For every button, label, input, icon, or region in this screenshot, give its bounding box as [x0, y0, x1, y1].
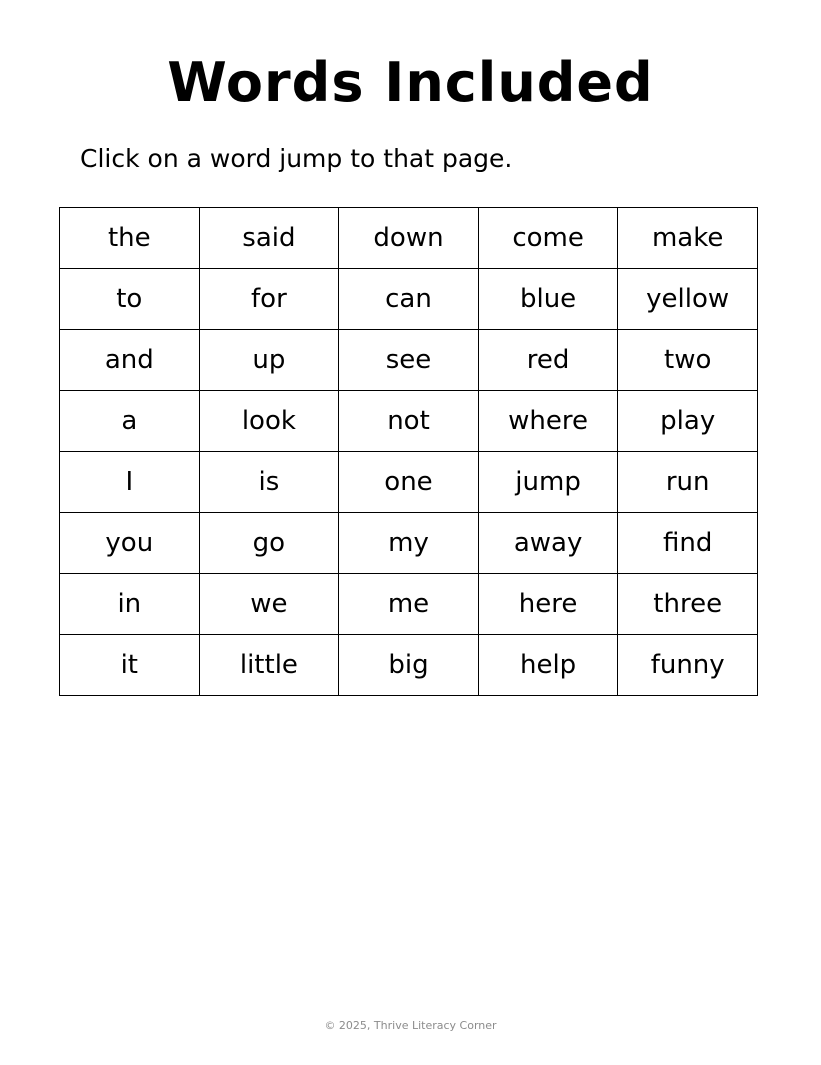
word-link[interactable] [618, 452, 758, 513]
table-row [60, 635, 758, 696]
word-link[interactable] [478, 391, 618, 452]
word-label: in [117, 589, 142, 619]
word-link[interactable] [60, 391, 200, 452]
table-row [60, 574, 758, 635]
word-label: play [660, 406, 716, 436]
word-link[interactable] [339, 269, 479, 330]
word-link[interactable] [199, 513, 339, 574]
word-link[interactable] [478, 635, 618, 696]
word-label: find [663, 528, 713, 558]
word-link[interactable] [478, 208, 618, 269]
word-label: here [518, 589, 578, 619]
word-label: red [526, 345, 570, 375]
word-label: funny [650, 650, 725, 680]
word-link[interactable] [618, 208, 758, 269]
word-link[interactable] [618, 330, 758, 391]
word-link[interactable] [618, 635, 758, 696]
word-label: one [384, 467, 433, 497]
word-link[interactable] [618, 391, 758, 452]
table-row [60, 391, 758, 452]
word-table [59, 207, 758, 696]
word-link[interactable] [478, 452, 618, 513]
word-link[interactable] [60, 330, 200, 391]
word-label: three [653, 589, 723, 619]
word-label: the [107, 223, 151, 253]
word-label: I [125, 467, 134, 497]
word-label: away [513, 528, 583, 558]
word-link[interactable] [339, 513, 479, 574]
word-label: to [116, 284, 143, 314]
word-label: is [258, 467, 280, 497]
instruction-text: Click on a word jump to that page. [80, 144, 513, 173]
word-link[interactable] [618, 513, 758, 574]
word-label: we [250, 589, 288, 619]
word-label: blue [519, 284, 577, 314]
word-link[interactable] [199, 269, 339, 330]
table-row [60, 330, 758, 391]
word-label: where [508, 406, 588, 436]
page-title: Words Included [167, 51, 654, 114]
word-label: it [120, 650, 138, 680]
word-label: my [388, 528, 429, 558]
word-label: yellow [646, 284, 730, 314]
word-link[interactable] [339, 330, 479, 391]
word-label: see [385, 345, 432, 375]
word-link[interactable] [478, 574, 618, 635]
word-label: up [252, 345, 286, 375]
word-label: look [241, 406, 296, 436]
word-label: down [373, 223, 444, 253]
word-link[interactable] [339, 391, 479, 452]
table-row [60, 269, 758, 330]
word-link[interactable] [339, 574, 479, 635]
word-link[interactable] [199, 635, 339, 696]
word-label: jump [515, 467, 581, 497]
word-label: run [665, 467, 710, 497]
word-link[interactable] [60, 452, 200, 513]
word-label: not [387, 406, 430, 436]
word-link[interactable] [60, 513, 200, 574]
word-label: make [651, 223, 724, 253]
word-label: come [512, 223, 584, 253]
word-label: you [105, 528, 154, 558]
word-label: for [251, 284, 287, 314]
word-link[interactable] [618, 269, 758, 330]
word-label: and [104, 345, 154, 375]
word-label: can [385, 284, 432, 314]
word-link[interactable] [199, 574, 339, 635]
word-link[interactable] [339, 452, 479, 513]
word-label: said [242, 223, 296, 253]
word-link[interactable] [199, 208, 339, 269]
word-link[interactable] [339, 208, 479, 269]
word-link[interactable] [199, 452, 339, 513]
word-label: two [664, 345, 712, 375]
word-link[interactable] [60, 635, 200, 696]
word-link[interactable] [478, 269, 618, 330]
word-label: me [387, 589, 430, 619]
word-link[interactable] [60, 208, 200, 269]
table-row [60, 208, 758, 269]
word-link[interactable] [60, 269, 200, 330]
word-link[interactable] [339, 635, 479, 696]
word-link[interactable] [60, 574, 200, 635]
word-label: big [388, 650, 429, 680]
word-link[interactable] [199, 330, 339, 391]
word-label: a [121, 406, 138, 436]
word-link[interactable] [618, 574, 758, 635]
word-label: little [239, 650, 298, 680]
table-row [60, 513, 758, 574]
copyright-footer: © 2025, Thrive Literacy Corner [324, 1019, 497, 1032]
word-link[interactable] [199, 391, 339, 452]
table-row [60, 452, 758, 513]
word-link[interactable] [478, 330, 618, 391]
word-label: help [519, 650, 577, 680]
word-link[interactable] [478, 513, 618, 574]
word-label: go [252, 528, 286, 558]
